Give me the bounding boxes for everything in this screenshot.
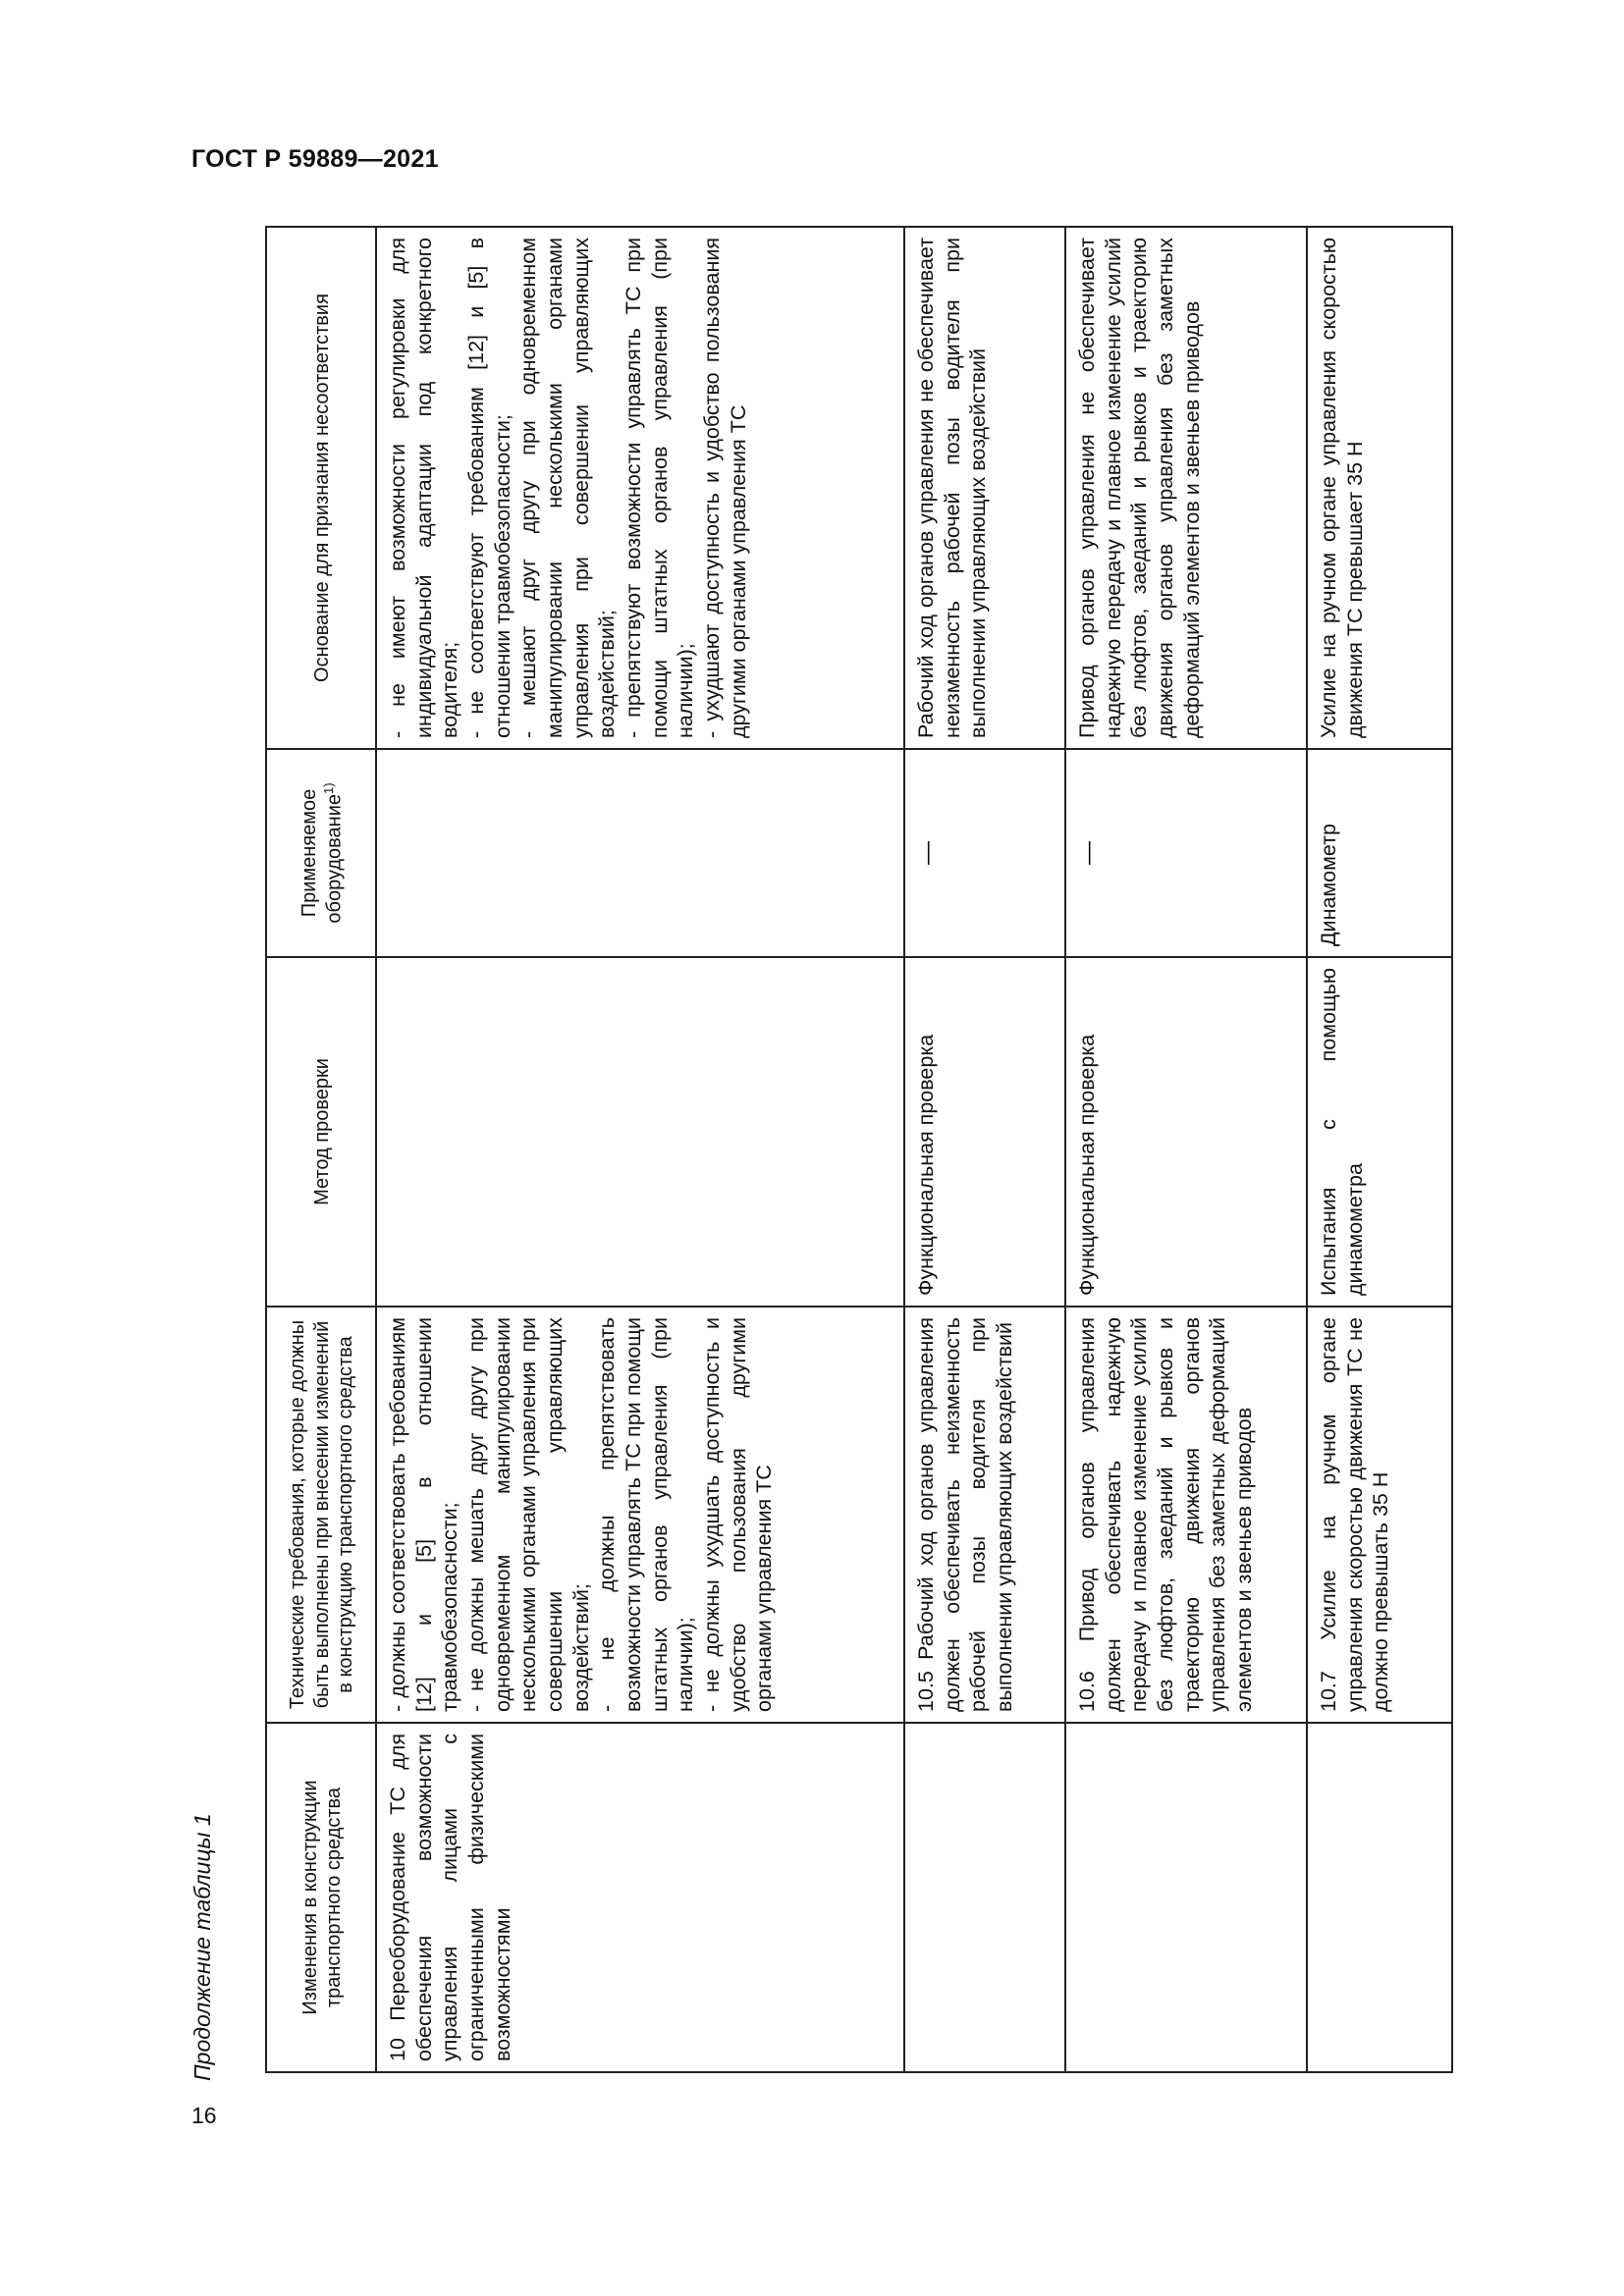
cell-text: 10.5 Рабочий ход органов управления должен обеспечивать неизменность рабочей позы водителя при выполнении управляющих воздействий [914,1317,1016,1712]
cell-text: Привод органов управления не обеспечивает надежную передачу и плавное изменение усилий без люфтов, заеданий и рывков и траекторию движения органов управления без заметных деформаций элементов и звеньев приводов [1075,238,1204,738]
document-title: ГОСТ Р 59889—2021 [191,145,439,173]
cell-method [1307,957,1452,1307]
cell-nonconformity [904,227,1065,749]
column-header-requirement: Технические требования, которые должны быть выполнены при внесении изменений в конструкцию транспортного средства [266,1307,376,1723]
cell-method [904,957,1065,1307]
column-header-change: Изменения в конструкции транспортного средства [266,1723,376,2072]
cell-equipment [904,749,1065,957]
cell-change [904,1723,1065,2072]
cell-text: 10.7 Усилие на ручном органе управления скоростью движения ТС не должно превышать 35 Н [1317,1317,1393,1712]
cell-text: 10.6 Привод органов управления должен обеспечивать надежную передачу и плавное изменение усилий без люфтов, заеданий и рывков и траекторию движения органов управления без заметных деформаций элементов и звеньев приводов [1075,1317,1256,1712]
cell-text: Усилие на ручном органе управления скоростью движения ТС превышает 35 Н [1317,238,1367,738]
cell-text: Функциональная проверка [1075,1034,1099,1296]
cell-change [1307,1723,1452,2072]
cell-text: Функциональная проверка [914,1034,938,1296]
cell-text: Рабочий ход органов управления не обеспечивает неизменность рабочей позы водителя при выполнении управляющих воздействий [914,238,991,738]
cell-equipment [1065,749,1307,957]
table-caption: Продолжение таблицы 1 [189,1813,215,2081]
cell-requirement [904,1307,1065,1723]
cell-requirement [1065,1307,1307,1723]
cell-text: Динамометр [1317,824,1340,946]
page-number: 16 [191,2103,217,2128]
cell-equipment [376,749,904,957]
cell-change [1065,1723,1307,2072]
cell-nonconformity [1065,227,1307,749]
cell-text: - должны соответствовать требованиям [12] и [5] в отношении травмобезопасности; - не должны мешать друг другу при одновременном манипулировании несколькими органами управления при совершении управляющих воздействий; - не должны препятствовать возможности управлять ТС при помощи штатных органов управления (при наличии); - не должны ухудшать доступность и удобство пользования другими органами управления ТС [386,1317,777,1712]
cell-text: — [914,841,941,865]
column-header-equipment-text: Применяемое оборудование [298,788,346,924]
table-row [1307,227,1452,2072]
rotated-table-container [265,228,1451,2073]
cell-nonconformity [376,227,904,749]
cell-nonconformity [1307,227,1452,749]
cell-change [376,1723,904,2072]
cell-text: Испытания с помощью динамометра [1317,968,1367,1296]
table-header-row [266,227,376,2072]
column-header-nonconformity: Основание для признания несоответствия [266,227,376,749]
cell-equipment [1307,749,1452,957]
cell-method [376,957,904,1307]
cell-requirement [1307,1307,1452,1723]
table-row [376,227,904,2072]
footnote-marker: 1) [321,782,337,794]
cell-requirement [376,1307,904,1723]
cell-text: — [1075,841,1102,865]
column-header-equipment [266,749,376,957]
requirements-table [265,226,1453,2073]
cell-method [1065,957,1307,1307]
table-row [1065,227,1307,2072]
cell-text: - не имеют возможности регулировки для индивидуальной адаптации под конкретного водителя; - не соответствуют требованиям [12] и [5] в отношении травмобезопасности; - мешают друг другу при одновременном манипулировании несколькими органами управления при совершении управляющих воздействий; - препятствуют возможности управлять ТС при помощи штатных органов управления (при наличии); - ухудшают доступность и удобство пользования другими органами управления ТС [386,238,750,738]
cell-text: 10 Переоборудование ТС для обеспечения возможности управления лицами с ограниченными физическими возможностями [386,1734,514,2061]
column-header-method: Метод проверки [266,957,376,1307]
table-row [904,227,1065,2072]
